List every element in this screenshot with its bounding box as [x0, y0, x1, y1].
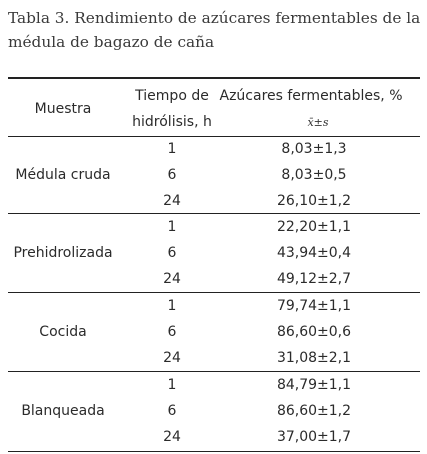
header-rule — [8, 136, 420, 137]
azucares-cell: 79,74±1,1 — [276, 298, 352, 314]
header-azucares: Azúcares fermentables, % — [219, 88, 403, 104]
table-bottom-rule — [8, 451, 420, 452]
azucares-cell: 8,03±1,3 — [281, 141, 347, 157]
tiempo-cell: 1 — [167, 377, 177, 393]
table-top-rule — [8, 77, 420, 79]
group-name: Prehidrolizada — [13, 245, 113, 261]
header-tiempo-line1: Tiempo de — [135, 88, 209, 104]
group-separator — [8, 371, 420, 372]
group-name: Médula cruda — [15, 167, 111, 183]
tiempo-cell: 6 — [167, 403, 177, 419]
header-muestra: Muestra — [34, 101, 92, 117]
header-tiempo-line2: hidrólisis, h — [132, 114, 212, 130]
tiempo-cell: 24 — [163, 193, 181, 209]
group-name: Blanqueada — [21, 403, 105, 419]
table-caption: Tabla 3. Rendimiento de azúcares fermentables de la médula de bagazo de caña — [8, 9, 421, 51]
group-separator — [8, 292, 420, 293]
azucares-cell: 86,60±1,2 — [276, 403, 352, 419]
tiempo-cell: 6 — [167, 324, 177, 340]
azucares-cell: 26,10±1,2 — [276, 193, 352, 209]
header-azucares-subtitle: x̄±s — [307, 116, 329, 129]
group-name: Cocida — [39, 324, 87, 340]
azucares-cell: 84,79±1,1 — [276, 377, 352, 393]
azucares-cell: 86,60±0,6 — [276, 324, 352, 340]
tiempo-cell: 6 — [167, 167, 177, 183]
tiempo-cell: 1 — [167, 298, 177, 314]
azucares-cell: 49,12±2,7 — [276, 271, 352, 287]
tiempo-cell: 24 — [163, 271, 181, 287]
tiempo-cell: 24 — [163, 350, 181, 366]
tiempo-cell: 1 — [167, 219, 177, 235]
tiempo-cell: 24 — [163, 429, 181, 445]
azucares-cell: 43,94±0,4 — [276, 245, 352, 261]
group-separator — [8, 213, 420, 214]
tiempo-cell: 1 — [167, 141, 177, 157]
tiempo-cell: 6 — [167, 245, 177, 261]
azucares-cell: 31,08±2,1 — [276, 350, 352, 366]
azucares-cell: 37,00±1,7 — [276, 429, 352, 445]
azucares-cell: 22,20±1,1 — [276, 219, 352, 235]
azucares-cell: 8,03±0,5 — [281, 167, 347, 183]
